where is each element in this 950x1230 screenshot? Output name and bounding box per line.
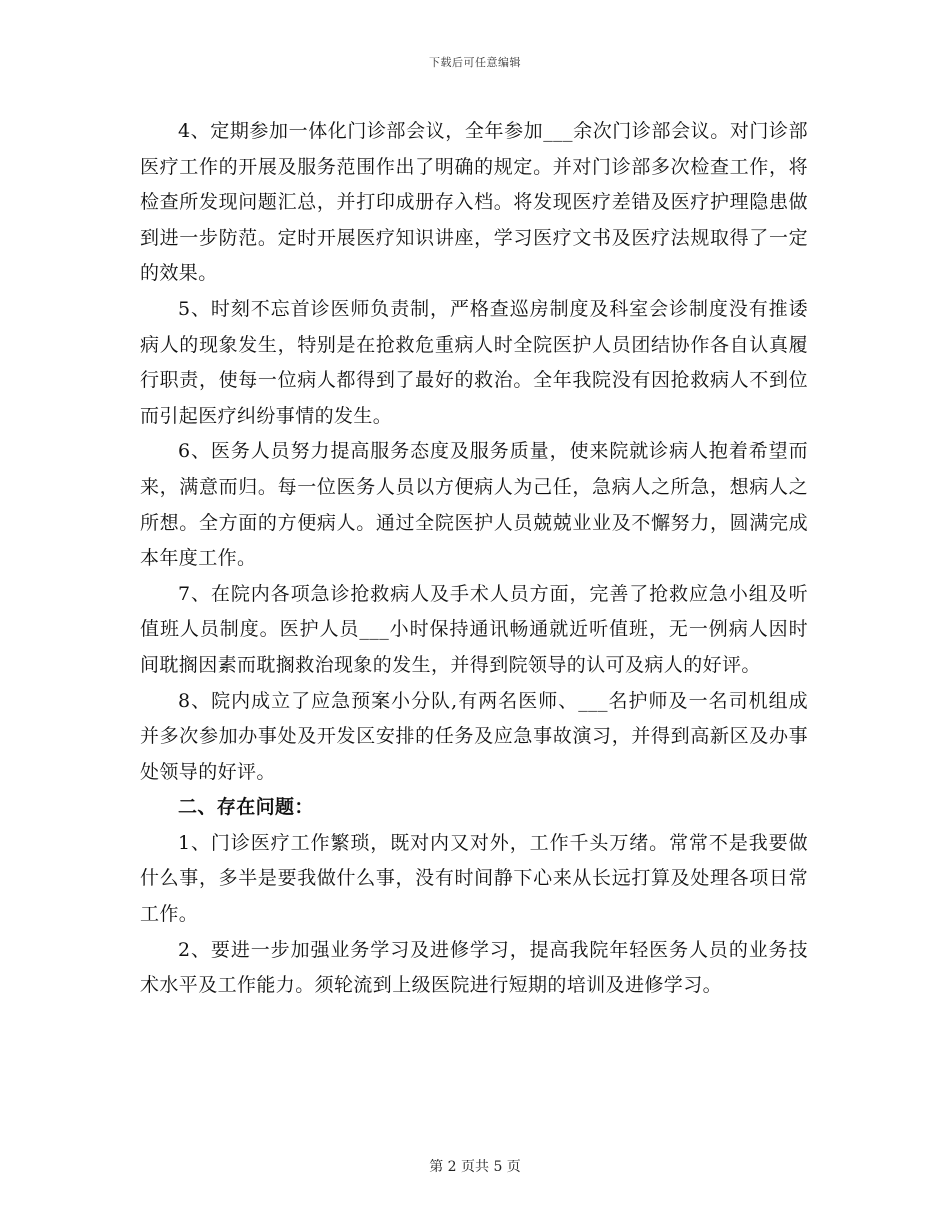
document-body bbox=[140, 114, 808, 1004]
section-heading-problems: 二、存在问题： bbox=[178, 796, 314, 819]
paragraph-item-5: 5、时刻不忘首诊医师负责制，严格查巡房制度及科室会诊制度没有推诿病人的现象发生，特别是在抢救危重病人时全院医护人员团结协作各自认真履行职责，使每一位病人都得到了最好的救治。全年我院没有因抢救病人不到位而引起医疗纠纷事情的发生。 bbox=[140, 297, 808, 427]
problem-item-1: 1、门诊医疗工作繁琐，既对内又对外，工作千头万绪。常常不是我要做什么事，多半是要我做什么事，没有时间静下心来从长远打算及处理各项日常工作。 bbox=[140, 831, 808, 926]
paragraph-item-7: 7、在院内各项急诊抢救病人及手术人员方面，完善了抢救应急小组及听值班人员制度。医护人员___小时保持通讯畅通就近听值班，无一例病人因时间耽搁因素而耽搁救治现象的发生，并得到院领导的认可及病人的好评。 bbox=[140, 582, 808, 676]
page-header: 下载后可任意编辑 bbox=[429, 56, 521, 69]
paragraph-item-8: 8、院内成立了应急预案小分队,有两名医师、___名护师及一名司机组成并多次参加办事处及开发区安排的任务及应急事故演习，并得到高新区及办事处领导的好评。 bbox=[140, 689, 808, 783]
paragraph-item-6: 6、医务人员努力提高服务态度及服务质量，使来院就诊病人抱着希望而来，满意而归。每一位医务人员以方便病人为己任，急病人之所急，想病人之所想。全方面的方便病人。通过全院医护人员兢兢业业及不懈努力，圆满完成本年度工作。 bbox=[140, 440, 808, 570]
paragraph-item-4: 4、定期参加一体化门诊部会议，全年参加___余次门诊部会议。对门诊部医疗工作的开展及服务范围作出了明确的规定。并对门诊部多次检查工作，将检查所发现问题汇总，并打印成册存入档。将发现医疗差错及医疗护理隐患做到进一步防范。定时开展医疗知识讲座，学习医疗文书及医疗法规取得了一定的效果。 bbox=[140, 120, 808, 285]
page-number: 第 2 页共 5 页 bbox=[429, 1159, 521, 1175]
problem-item-2: 2、要进一步加强业务学习及进修学习，提高我院年轻医务人员的业务技术水平及工作能力。须轮流到上级医院进行短期的培训及进修学习。 bbox=[140, 938, 808, 997]
